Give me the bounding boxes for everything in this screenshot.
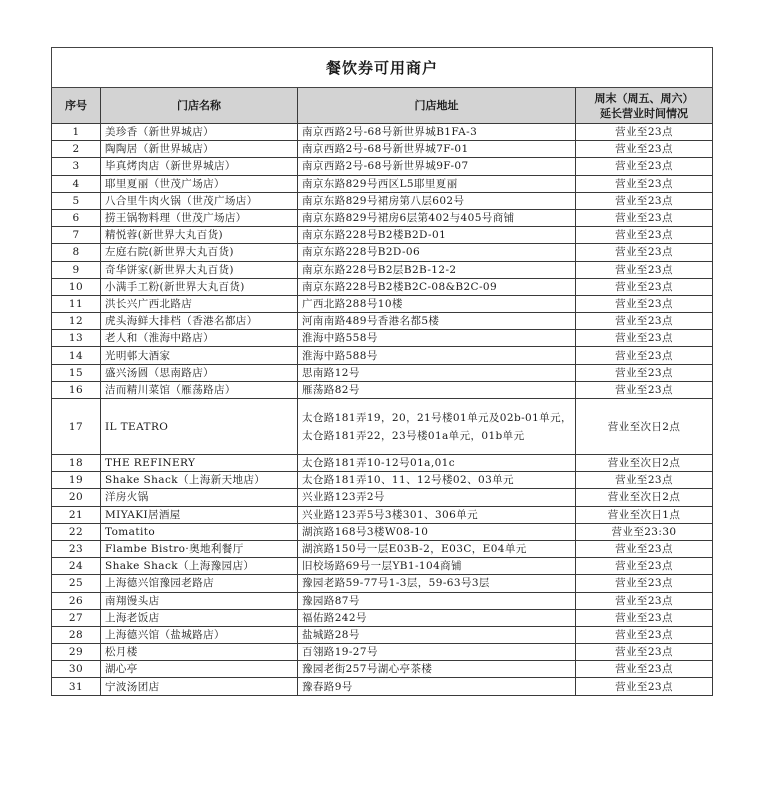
table-row — [52, 244, 713, 261]
store-name: 陶陶居（新世界城店） — [101, 141, 298, 158]
store-name: Flambe Bistro·奥地利餐厅 — [101, 540, 298, 557]
store-name: 毕真烤肉店（新世界城店） — [101, 158, 298, 175]
store-name: 盛兴汤圆（思南路店） — [101, 364, 298, 381]
store-address: 豫园路87号 — [298, 592, 576, 609]
weekend-hours: 营业至23点 — [576, 278, 713, 295]
store-address: 南京东路228号B2楼B2C-08&B2C-09 — [298, 278, 576, 295]
table-row — [52, 472, 713, 489]
store-address: 旧校场路69号一层YB1-104商铺 — [298, 558, 576, 575]
store-address: 豫春路9号 — [298, 678, 576, 695]
weekend-hours: 营业至23点 — [576, 558, 713, 575]
store-name: 奇华饼家(新世界大丸百货) — [101, 261, 298, 278]
store-name: THE REFINERY — [101, 455, 298, 472]
store-address: 淮海中路558号 — [298, 330, 576, 347]
table-row — [52, 575, 713, 592]
row-number: 17 — [52, 399, 101, 455]
store-name: 八合里牛肉火锅（世茂广场店） — [101, 192, 298, 209]
row-number: 18 — [52, 455, 101, 472]
table-row — [52, 558, 713, 575]
table-row — [52, 330, 713, 347]
store-address: 淮海中路588号 — [298, 347, 576, 364]
row-number: 25 — [52, 575, 101, 592]
row-number: 9 — [52, 261, 101, 278]
table-row — [52, 644, 713, 661]
weekend-hours: 营业至23点 — [576, 209, 713, 226]
table-row — [52, 192, 713, 209]
store-address: 湖滨路150号一层E03B-2，E03C，E04单元 — [298, 540, 576, 557]
row-number: 13 — [52, 330, 101, 347]
table-row — [52, 489, 713, 506]
store-address: 太仓路181弄10-12号01a,01c — [298, 455, 576, 472]
table-row — [52, 609, 713, 626]
store-address: 河南南路489号香港名都5楼 — [298, 313, 576, 330]
row-number: 2 — [52, 141, 101, 158]
table-row — [52, 455, 713, 472]
weekend-hours: 营业至23点 — [576, 313, 713, 330]
row-number: 12 — [52, 313, 101, 330]
table-row — [52, 278, 713, 295]
weekend-hours: 营业至23点 — [576, 244, 713, 261]
store-address: 湖滨路168号3楼W08-10 — [298, 523, 576, 540]
table-row — [52, 678, 713, 695]
weekend-hours: 营业至次日2点 — [576, 455, 713, 472]
table-row — [52, 661, 713, 678]
store-name: 耶里夏丽（世茂广场店） — [101, 175, 298, 192]
table-row — [52, 141, 713, 158]
store-name: 光明邨大酒家 — [101, 347, 298, 364]
store-name: Shake Shack（上海豫园店） — [101, 558, 298, 575]
table-title: 餐饮券可用商户 — [52, 48, 713, 88]
store-address: 南京西路2号-68号新世界城9F-07 — [298, 158, 576, 175]
table-row — [52, 506, 713, 523]
table-title-row — [52, 48, 713, 88]
table-row — [52, 175, 713, 192]
store-address: 南京东路829号裙房6层第402与405号商铺 — [298, 209, 576, 226]
weekend-hours: 营业至23点 — [576, 626, 713, 643]
store-address: 百翎路19-27号 — [298, 644, 576, 661]
table-row — [52, 124, 713, 141]
store-name: 洋房火锅 — [101, 489, 298, 506]
row-number: 23 — [52, 540, 101, 557]
store-address: 盐城路28号 — [298, 626, 576, 643]
weekend-hours: 营业至23点 — [576, 592, 713, 609]
table-row — [52, 523, 713, 540]
weekend-hours: 营业至23点 — [576, 295, 713, 312]
table-row — [52, 347, 713, 364]
weekend-hours: 营业至23点 — [576, 644, 713, 661]
weekend-hours: 营业至23点 — [576, 261, 713, 278]
row-number: 21 — [52, 506, 101, 523]
store-address: 南京西路2号-68号新世界城B1FA-3 — [298, 124, 576, 141]
row-number: 26 — [52, 592, 101, 609]
store-name: 上海老饭店 — [101, 609, 298, 626]
store-name: 虎头海鲜大排档（香港名都店） — [101, 313, 298, 330]
store-address: 南京东路228号B2D-06 — [298, 244, 576, 261]
store-name: 洪长兴广西北路店 — [101, 295, 298, 312]
store-name: 小满手工粉(新世界大丸百货) — [101, 278, 298, 295]
store-name: 洁而精川菜馆（雁荡路店） — [101, 381, 298, 398]
weekend-hours: 营业至23点 — [576, 678, 713, 695]
weekend-hours: 营业至23点 — [576, 175, 713, 192]
weekend-hours: 营业至次日2点 — [576, 399, 713, 455]
weekend-hours: 营业至23点 — [576, 141, 713, 158]
merchant-table-sheet — [51, 47, 712, 696]
weekend-hours: 营业至23点 — [576, 158, 713, 175]
store-name: 南翔馒头店 — [101, 592, 298, 609]
store-name: 精悦蓉(新世界大丸百货) — [101, 227, 298, 244]
table-row — [52, 592, 713, 609]
weekend-hours: 营业至次日1点 — [576, 506, 713, 523]
store-name: 上海德兴馆（盐城路店） — [101, 626, 298, 643]
store-name: IL TEATRO — [101, 399, 298, 455]
store-name: 松月楼 — [101, 644, 298, 661]
table-row — [52, 381, 713, 398]
store-name: 宁波汤团店 — [101, 678, 298, 695]
row-number: 15 — [52, 364, 101, 381]
store-address: 南京东路228号B2层B2B-12-2 — [298, 261, 576, 278]
table-row — [52, 313, 713, 330]
weekend-hours: 营业至23点 — [576, 330, 713, 347]
store-name: MIYAKI居酒屋 — [101, 506, 298, 523]
row-number: 6 — [52, 209, 101, 226]
store-address: 南京东路829号西区L5耶里夏丽 — [298, 175, 576, 192]
row-number: 27 — [52, 609, 101, 626]
store-name: 捞王锅物料理（世茂广场店） — [101, 209, 298, 226]
table-row — [52, 364, 713, 381]
table-row — [52, 158, 713, 175]
store-address: 太仓路181弄10、11、12号楼02、03单元 — [298, 472, 576, 489]
store-address: 福佑路242号 — [298, 609, 576, 626]
weekend-hours: 营业至23点 — [576, 540, 713, 557]
store-address: 豫园老街257号湖心亭茶楼 — [298, 661, 576, 678]
weekend-hours: 营业至23点 — [576, 609, 713, 626]
store-name: 湖心亭 — [101, 661, 298, 678]
column-header-name: 门店名称 — [101, 88, 298, 124]
row-number: 30 — [52, 661, 101, 678]
table-header-row — [52, 88, 713, 124]
table-row — [52, 626, 713, 643]
row-number: 19 — [52, 472, 101, 489]
table-row — [52, 540, 713, 557]
row-number: 8 — [52, 244, 101, 261]
weekend-hours: 营业至23点 — [576, 364, 713, 381]
store-name: 老人和（淮海中路店） — [101, 330, 298, 347]
table-row — [52, 295, 713, 312]
row-number: 16 — [52, 381, 101, 398]
weekend-hours: 营业至次日2点 — [576, 489, 713, 506]
weekend-hours: 营业至23点 — [576, 381, 713, 398]
store-address: 兴业路123弄5号3楼301、306单元 — [298, 506, 576, 523]
merchant-table — [51, 47, 713, 696]
row-number: 22 — [52, 523, 101, 540]
column-header-hours-line1: 周末（周五、周六） — [594, 91, 694, 105]
store-address: 思南路12号 — [298, 364, 576, 381]
store-address: 南京东路228号B2楼B2D-01 — [298, 227, 576, 244]
row-number: 20 — [52, 489, 101, 506]
table-row — [52, 399, 713, 455]
row-number: 14 — [52, 347, 101, 364]
store-name: Tomatito — [101, 523, 298, 540]
column-header-hours — [576, 88, 713, 124]
weekend-hours: 营业至23点 — [576, 124, 713, 141]
store-address: 兴业路123弄2号 — [298, 489, 576, 506]
table-row — [52, 227, 713, 244]
table-body — [52, 124, 713, 696]
weekend-hours: 营业至23点 — [576, 347, 713, 364]
weekend-hours: 营业至23点 — [576, 575, 713, 592]
column-header-no: 序号 — [52, 88, 101, 124]
row-number: 28 — [52, 626, 101, 643]
store-address: 广西北路288号10楼 — [298, 295, 576, 312]
column-header-address: 门店地址 — [298, 88, 576, 124]
row-number: 31 — [52, 678, 101, 695]
row-number: 11 — [52, 295, 101, 312]
weekend-hours: 营业至23:30 — [576, 523, 713, 540]
weekend-hours: 营业至23点 — [576, 661, 713, 678]
store-address: 豫园老路59-77号1-3层，59-63号3层 — [298, 575, 576, 592]
store-name: 美珍香（新世界城店） — [101, 124, 298, 141]
store-address: 南京西路2号-68号新世界城7F-01 — [298, 141, 576, 158]
store-address: 雁荡路82号 — [298, 381, 576, 398]
store-name: 左庭右院(新世界大丸百货) — [101, 244, 298, 261]
row-number: 7 — [52, 227, 101, 244]
table-row — [52, 209, 713, 226]
row-number: 3 — [52, 158, 101, 175]
row-number: 1 — [52, 124, 101, 141]
weekend-hours: 营业至23点 — [576, 472, 713, 489]
column-header-hours-line2: 延长营业时间情况 — [600, 106, 688, 120]
weekend-hours: 营业至23点 — [576, 227, 713, 244]
row-number: 5 — [52, 192, 101, 209]
row-number: 10 — [52, 278, 101, 295]
row-number: 4 — [52, 175, 101, 192]
store-name: 上海德兴馆豫园老路店 — [101, 575, 298, 592]
row-number: 24 — [52, 558, 101, 575]
row-number: 29 — [52, 644, 101, 661]
store-address: 太仓路181弄19，20，21号楼01单元及02b-01单元，太仓路181弄22，23号楼01a单元，01b单元 — [298, 399, 576, 455]
store-name: Shake Shack（上海新天地店） — [101, 472, 298, 489]
store-address: 南京东路829号裙房第八层602号 — [298, 192, 576, 209]
weekend-hours: 营业至23点 — [576, 192, 713, 209]
table-row — [52, 261, 713, 278]
